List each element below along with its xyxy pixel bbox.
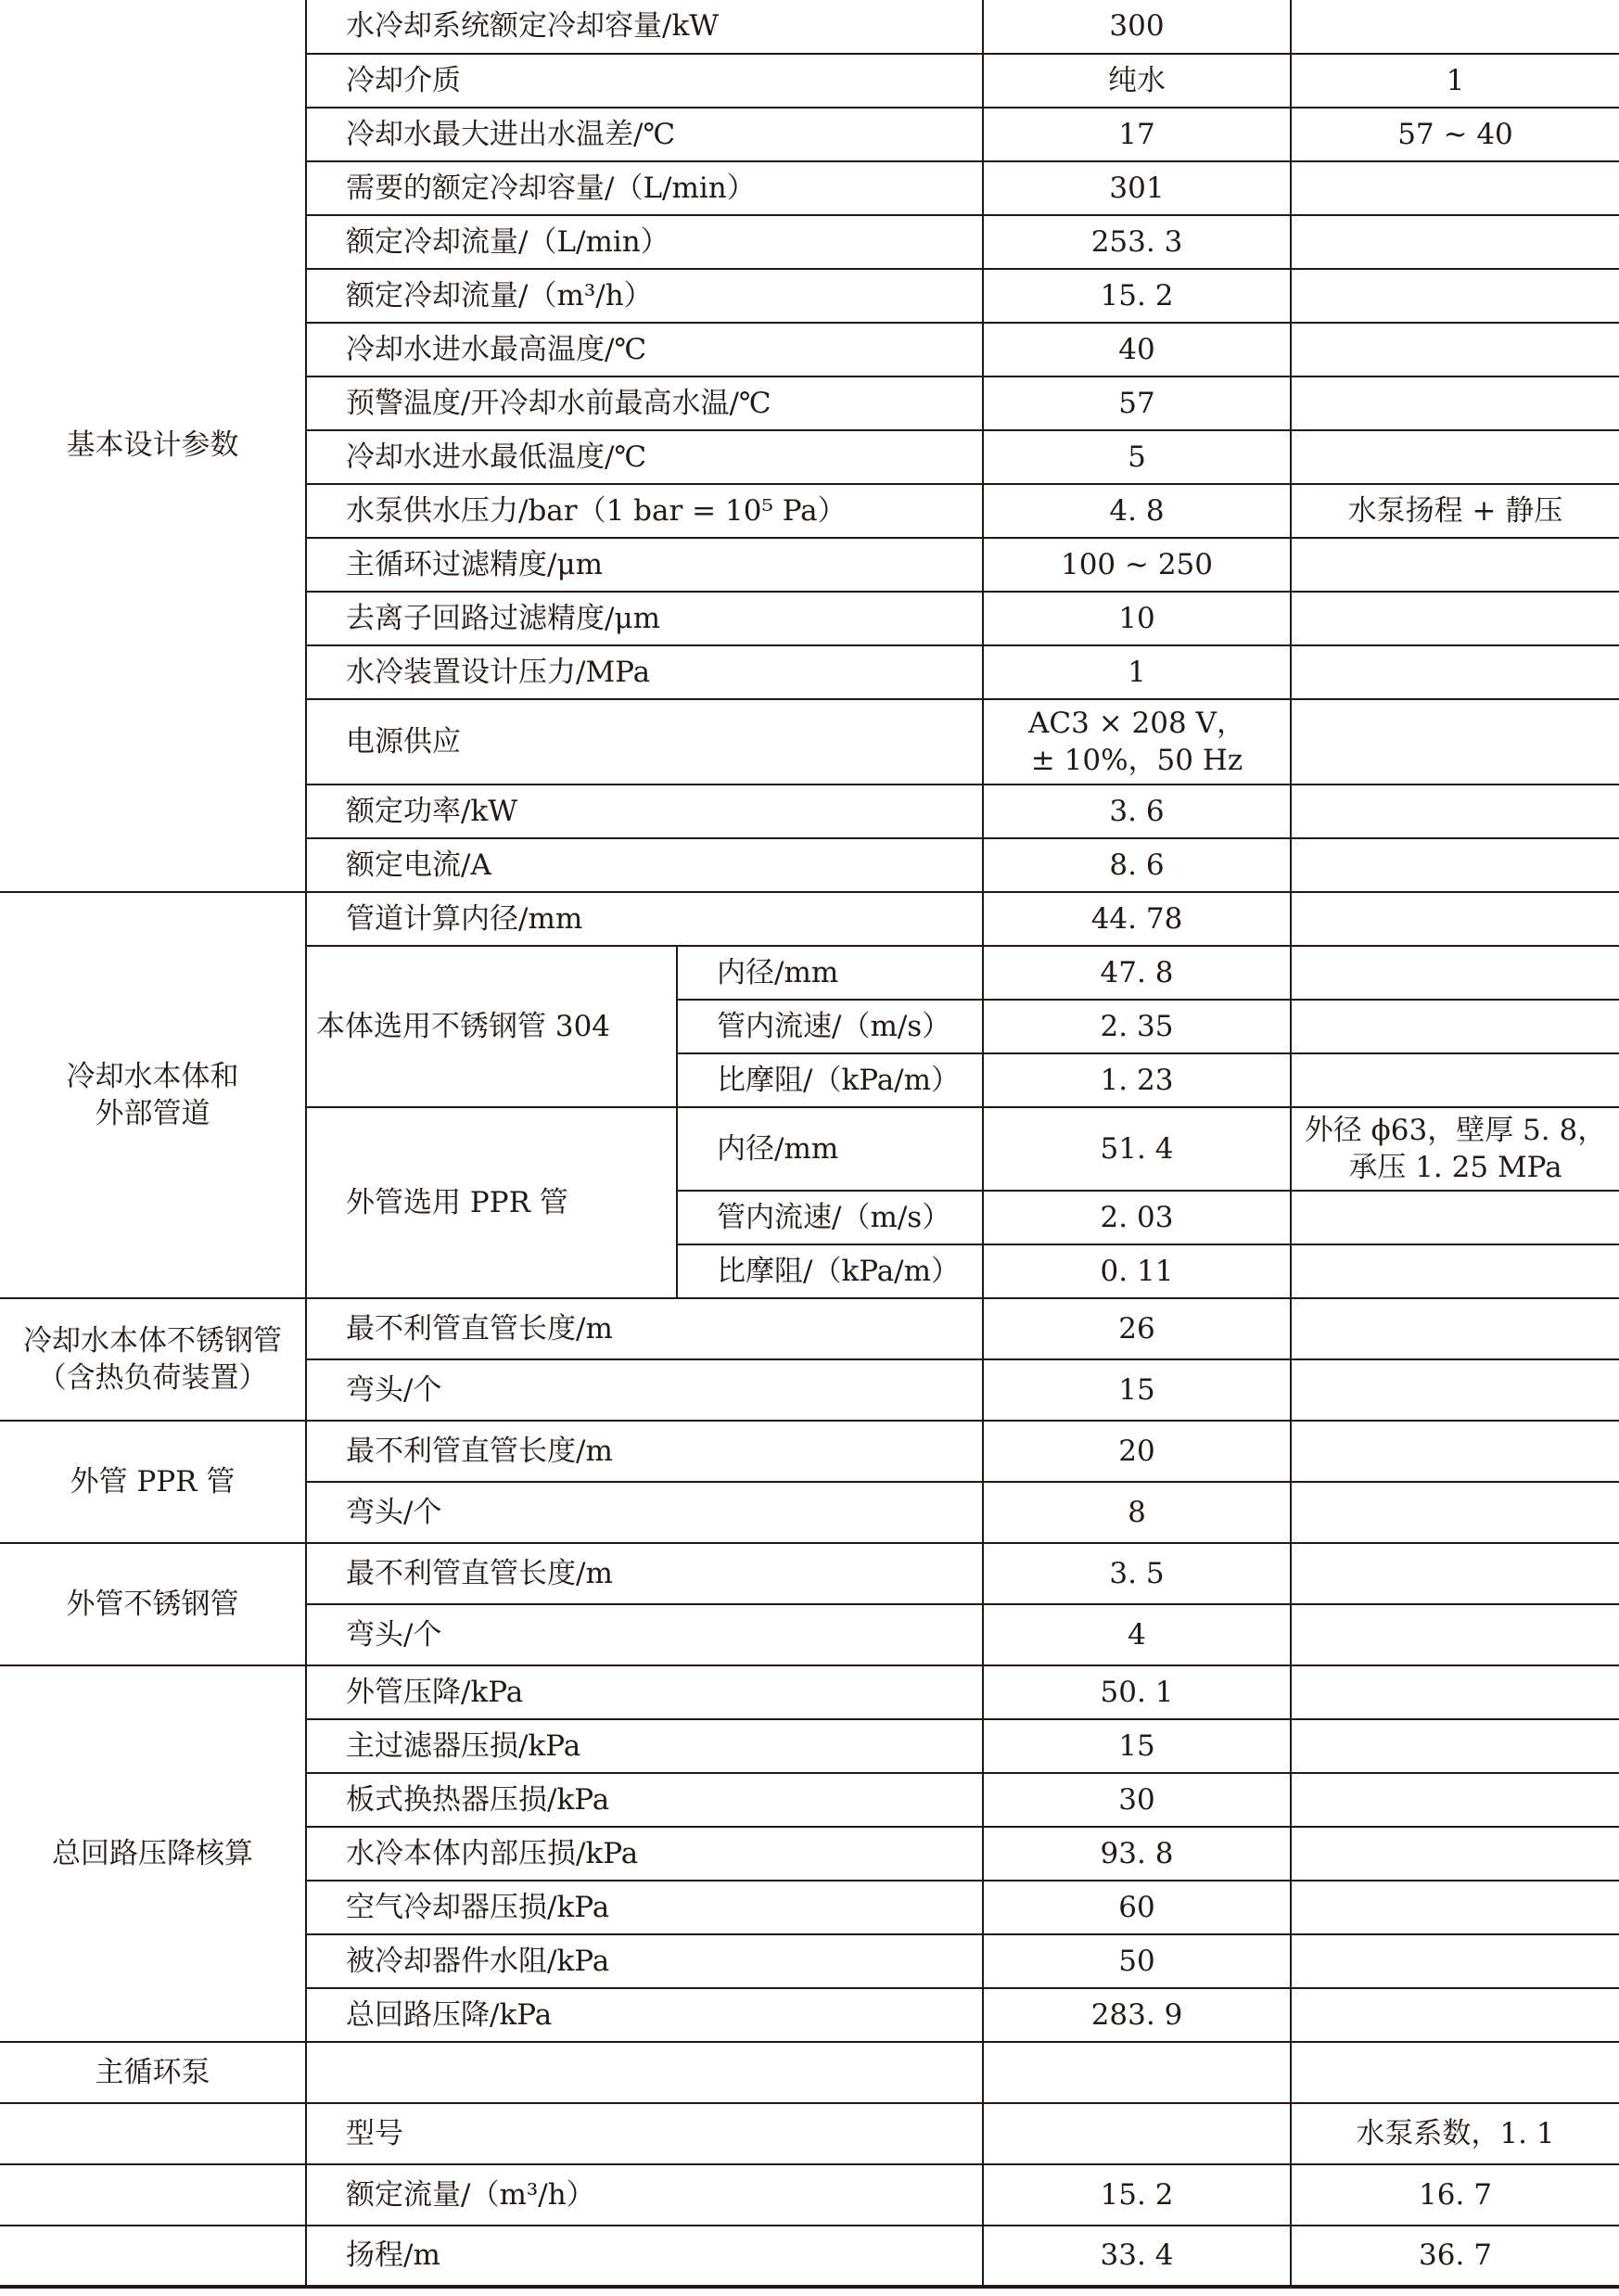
param-cell: 去离子回路过滤精度/μm — [306, 592, 983, 645]
param-cell: 内径/mm — [677, 946, 983, 1000]
param-cell: 管内流速/（m/s） — [677, 1000, 983, 1053]
value-cell: 15 — [983, 1359, 1291, 1421]
note-cell — [1291, 430, 1619, 484]
note-cell — [1291, 1988, 1619, 2042]
value-cell: 10 — [983, 592, 1291, 645]
value-cell: AC3 × 208 V， ± 10%，50 Hz — [983, 699, 1291, 784]
note-cell — [1291, 592, 1619, 645]
param-cell: 板式换热器压损/kPa — [306, 1773, 983, 1827]
param-cell: 冷却介质 — [306, 54, 983, 108]
value-cell: 60 — [983, 1881, 1291, 1934]
ss-pipe-label: 本体选用不锈钢管 304 — [306, 946, 677, 1107]
table-row — [0, 2042, 1619, 2103]
value-cell: 253. 3 — [983, 215, 1291, 269]
value-cell: 40 — [983, 323, 1291, 376]
note-cell: 水泵扬程 + 静压 — [1291, 484, 1619, 538]
empty-group-cell — [0, 2164, 306, 2226]
group-label-ext-ss: 外管不锈钢管 — [0, 1543, 306, 1665]
note-cell: 57 ~ 40 — [1291, 108, 1619, 161]
param-cell: 水冷本体内部压损/kPa — [306, 1827, 983, 1881]
empty-group-cell — [0, 2226, 306, 2287]
param-cell: 弯头/个 — [306, 1604, 983, 1665]
param-cell: 最不利管直管长度/m — [306, 1298, 983, 1359]
value-cell: 1. 23 — [983, 1053, 1291, 1107]
note-cell — [1291, 1482, 1619, 1543]
note-cell: 水泵系数，1. 1 — [1291, 2103, 1619, 2164]
value-cell — [983, 2042, 1291, 2103]
table-row — [0, 892, 1619, 946]
param-cell: 冷却水进水最低温度/℃ — [306, 430, 983, 484]
note-cell — [1291, 1298, 1619, 1359]
value-cell: 44. 78 — [983, 892, 1291, 946]
value-cell: 30 — [983, 1773, 1291, 1827]
note-cell — [1291, 1543, 1619, 1604]
param-cell: 冷却水进水最高温度/℃ — [306, 323, 983, 376]
value-cell: 纯水 — [983, 54, 1291, 108]
value-cell: 283. 9 — [983, 1988, 1291, 2042]
group-label-body-ss: 冷却水本体不锈钢管 （含热负荷装置） — [0, 1298, 306, 1421]
param-cell: 额定冷却流量/（L/min） — [306, 215, 983, 269]
param-cell: 比摩阻/（kPa/m） — [677, 1053, 983, 1107]
value-cell: 1 — [983, 645, 1291, 699]
note-cell — [1291, 1191, 1619, 1244]
group-label-basic: 基本设计参数 — [0, 0, 306, 892]
param-cell: 管内流速/（m/s） — [677, 1191, 983, 1244]
param-cell: 水泵供水压力/bar（1 bar = 10⁵ Pa） — [306, 484, 983, 538]
value-cell — [983, 2103, 1291, 2164]
value-cell: 50. 1 — [983, 1665, 1291, 1719]
param-cell — [306, 2042, 983, 2103]
note-cell — [1291, 699, 1619, 784]
param-cell: 管道计算内径/mm — [306, 892, 983, 946]
note-cell — [1291, 1053, 1619, 1107]
note-cell — [1291, 323, 1619, 376]
value-cell: 5 — [983, 430, 1291, 484]
value-cell: 2. 35 — [983, 1000, 1291, 1053]
value-cell: 57 — [983, 376, 1291, 430]
note-cell — [1291, 1881, 1619, 1934]
value-cell: 3. 6 — [983, 784, 1291, 838]
value-cell: 100 ~ 250 — [983, 538, 1291, 592]
value-cell: 15. 2 — [983, 2164, 1291, 2226]
table-row — [0, 2103, 1619, 2164]
table-row — [0, 1665, 1619, 1719]
note-cell — [1291, 269, 1619, 323]
note-cell — [1291, 1719, 1619, 1773]
value-cell: 17 — [983, 108, 1291, 161]
group-label-pressure: 总回路压降核算 — [0, 1665, 306, 2042]
param-cell: 额定电流/A — [306, 838, 983, 892]
value-cell: 3. 5 — [983, 1543, 1291, 1604]
param-cell: 被冷却器件水阻/kPa — [306, 1934, 983, 1988]
value-cell: 51. 4 — [983, 1107, 1291, 1191]
value-cell: 33. 4 — [983, 2226, 1291, 2287]
value-cell: 47. 8 — [983, 946, 1291, 1000]
note-cell — [1291, 1000, 1619, 1053]
ppr-pipe-label: 外管选用 PPR 管 — [306, 1107, 677, 1298]
table-row — [0, 0, 1619, 54]
param-cell: 总回路压降/kPa — [306, 1988, 983, 2042]
value-cell: 15. 2 — [983, 269, 1291, 323]
value-cell: 4 — [983, 1604, 1291, 1665]
empty-group-cell — [0, 2103, 306, 2164]
param-cell: 预警温度/开冷却水前最高水温/℃ — [306, 376, 983, 430]
param-cell: 最不利管直管长度/m — [306, 1421, 983, 1482]
note-cell — [1291, 376, 1619, 430]
note-cell — [1291, 0, 1619, 54]
param-cell: 弯头/个 — [306, 1482, 983, 1543]
param-cell: 水冷装置设计压力/MPa — [306, 645, 983, 699]
value-cell: 8. 6 — [983, 838, 1291, 892]
param-cell: 最不利管直管长度/m — [306, 1543, 983, 1604]
value-cell: 0. 11 — [983, 1244, 1291, 1298]
note-cell — [1291, 1934, 1619, 1988]
param-cell: 额定功率/kW — [306, 784, 983, 838]
value-cell: 4. 8 — [983, 484, 1291, 538]
value-cell: 20 — [983, 1421, 1291, 1482]
value-cell: 50 — [983, 1934, 1291, 1988]
param-cell: 外管压降/kPa — [306, 1665, 983, 1719]
value-cell: 93. 8 — [983, 1827, 1291, 1881]
group-label-pump: 主循环泵 — [0, 2042, 306, 2103]
note-cell — [1291, 1773, 1619, 1827]
param-cell: 空气冷却器压损/kPa — [306, 1881, 983, 1934]
value-cell: 15 — [983, 1719, 1291, 1773]
note-cell — [1291, 645, 1619, 699]
group-label-ext-ppr: 外管 PPR 管 — [0, 1421, 306, 1543]
value-cell: 8 — [983, 1482, 1291, 1543]
note-cell: 1 — [1291, 54, 1619, 108]
param-cell: 额定冷却流量/（m³/h） — [306, 269, 983, 323]
table-row — [0, 2164, 1619, 2226]
table-row — [0, 1298, 1619, 1359]
note-cell — [1291, 1604, 1619, 1665]
table-row — [0, 1421, 1619, 1482]
param-cell: 比摩阻/（kPa/m） — [677, 1244, 983, 1298]
value-cell: 300 — [983, 0, 1291, 54]
param-cell: 电源供应 — [306, 699, 983, 784]
param-cell: 型号 — [306, 2103, 983, 2164]
note-cell — [1291, 946, 1619, 1000]
table-row — [0, 1543, 1619, 1604]
value-cell: 2. 03 — [983, 1191, 1291, 1244]
param-cell: 冷却水最大进出水温差/℃ — [306, 108, 983, 161]
param-cell: 需要的额定冷却容量/（L/min） — [306, 161, 983, 215]
param-cell: 扬程/m — [306, 2226, 983, 2287]
param-cell: 弯头/个 — [306, 1359, 983, 1421]
value-cell: 301 — [983, 161, 1291, 215]
note-cell — [1291, 1244, 1619, 1298]
note-cell — [1291, 1359, 1619, 1421]
note-cell — [1291, 1421, 1619, 1482]
note-cell — [1291, 161, 1619, 215]
note-cell: 36. 7 — [1291, 2226, 1619, 2287]
note-cell — [1291, 2042, 1619, 2103]
note-cell: 16. 7 — [1291, 2164, 1619, 2226]
note-cell — [1291, 1827, 1619, 1881]
note-cell: 外径 ϕ63，壁厚 5. 8， 承压 1. 25 MPa — [1291, 1107, 1619, 1191]
param-cell: 内径/mm — [677, 1107, 983, 1191]
note-cell — [1291, 215, 1619, 269]
value-cell: 26 — [983, 1298, 1291, 1359]
param-cell: 主过滤器压损/kPa — [306, 1719, 983, 1773]
table-row — [0, 2226, 1619, 2287]
group-label-pipe: 冷却水本体和 外部管道 — [0, 892, 306, 1298]
note-cell — [1291, 784, 1619, 838]
param-cell: 主循环过滤精度/μm — [306, 538, 983, 592]
note-cell — [1291, 538, 1619, 592]
param-cell: 额定流量/（m³/h） — [306, 2164, 983, 2226]
param-cell: 水冷却系统额定冷却容量/kW — [306, 0, 983, 54]
note-cell — [1291, 838, 1619, 892]
note-cell — [1291, 1665, 1619, 1719]
note-cell — [1291, 892, 1619, 946]
